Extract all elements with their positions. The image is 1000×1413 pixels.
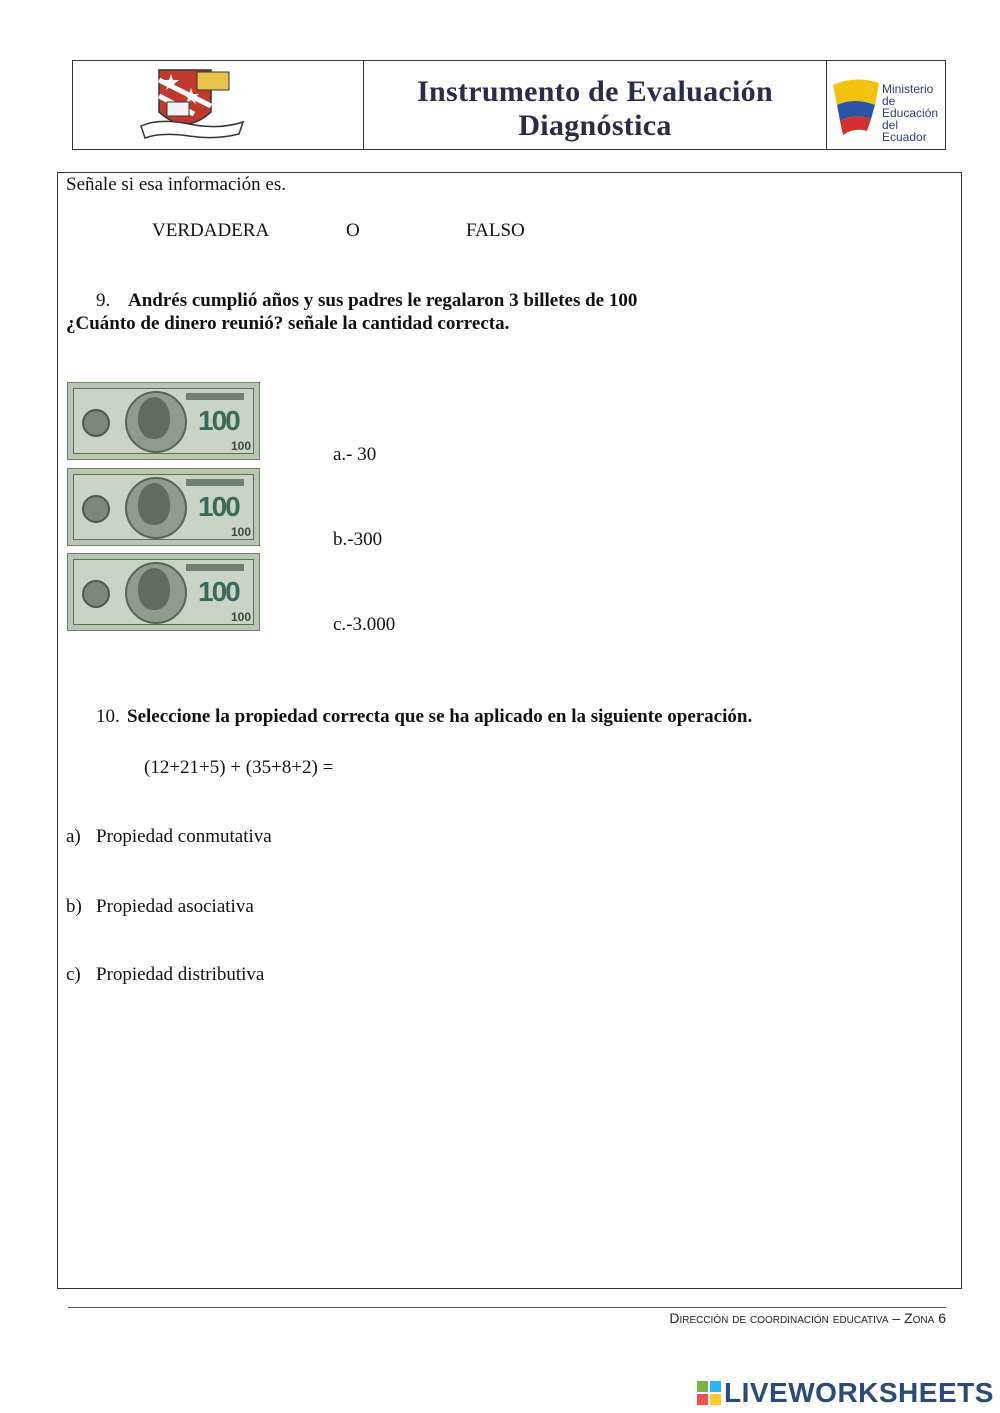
q10-option-a[interactable]: Propiedad conmutativa xyxy=(96,826,272,847)
q10-number: 10. xyxy=(96,706,120,727)
footer-divider xyxy=(68,1307,946,1308)
title-cell xyxy=(364,61,827,149)
q10-option-a-letter: a) xyxy=(66,826,81,847)
document-title xyxy=(364,75,826,143)
liveworksheets-brand[interactable]: LIVEWORKSHEETS xyxy=(724,1377,994,1408)
q9-option-a[interactable]: a.- 30 xyxy=(333,444,377,465)
q10-option-c-letter: c) xyxy=(66,964,81,985)
bill-value-small: 100 xyxy=(230,610,251,624)
title-line-2: Diagnóstica xyxy=(518,109,672,142)
seal-icon xyxy=(82,495,110,523)
footer-text: Dirección de coordinación educativa – Zona 6 xyxy=(669,1310,946,1326)
seal-icon xyxy=(82,580,110,608)
false-option[interactable]: FALSO xyxy=(466,220,525,241)
bill-value: 100 xyxy=(198,405,239,436)
bill-value: 100 xyxy=(198,491,239,522)
hundred-dollar-bill xyxy=(67,553,260,631)
bill-value-small: 100 xyxy=(230,525,251,539)
hundred-dollar-bill xyxy=(67,382,260,460)
ministry-logo-cell xyxy=(827,61,945,149)
school-crest-icon xyxy=(139,66,249,146)
q10-option-b[interactable]: Propiedad asociativa xyxy=(96,896,254,917)
worksheet-body xyxy=(57,172,962,1289)
q10-operation: (12+21+5) + (35+8+2) = xyxy=(144,757,334,778)
bill-value: 100 xyxy=(198,576,239,607)
q9-number: 9. xyxy=(96,290,111,311)
intro-prompt: Señale si esa información es. xyxy=(66,174,287,195)
liveworksheets-logo-icon xyxy=(697,1381,721,1405)
document-header xyxy=(72,60,946,150)
bill-value-small: 100 xyxy=(230,439,251,453)
q9-line-2: ¿Cuánto de dinero reunió? señale la cantidad correcta. xyxy=(66,313,510,334)
ministry-flag-icon xyxy=(829,75,883,137)
hundred-dollar-bill xyxy=(67,468,260,546)
true-option[interactable]: VERDADERA xyxy=(152,220,270,241)
ministry-line-2: Educación xyxy=(882,106,939,120)
q10-text: Seleccione la propiedad correcta que se ha aplicado en la siguiente operación. xyxy=(127,706,753,727)
q10-option-b-letter: b) xyxy=(66,896,82,917)
q9-option-b[interactable]: b.-300 xyxy=(333,529,383,550)
q10-option-c[interactable]: Propiedad distributiva xyxy=(96,964,265,985)
seal-icon xyxy=(82,409,110,437)
ministry-name xyxy=(882,83,945,143)
title-line-1: Instrumento de Evaluación xyxy=(417,75,773,108)
ministry-line-3: del Ecuador xyxy=(882,118,927,144)
ministry-line-1: Ministerio de xyxy=(882,82,934,108)
q9-line-1: Andrés cumplió años y sus padres le regalaron 3 billetes de 100 xyxy=(128,290,638,311)
school-logo-cell xyxy=(73,61,364,149)
or-label: O xyxy=(346,220,360,241)
q9-option-c[interactable]: c.-3.000 xyxy=(333,614,396,635)
